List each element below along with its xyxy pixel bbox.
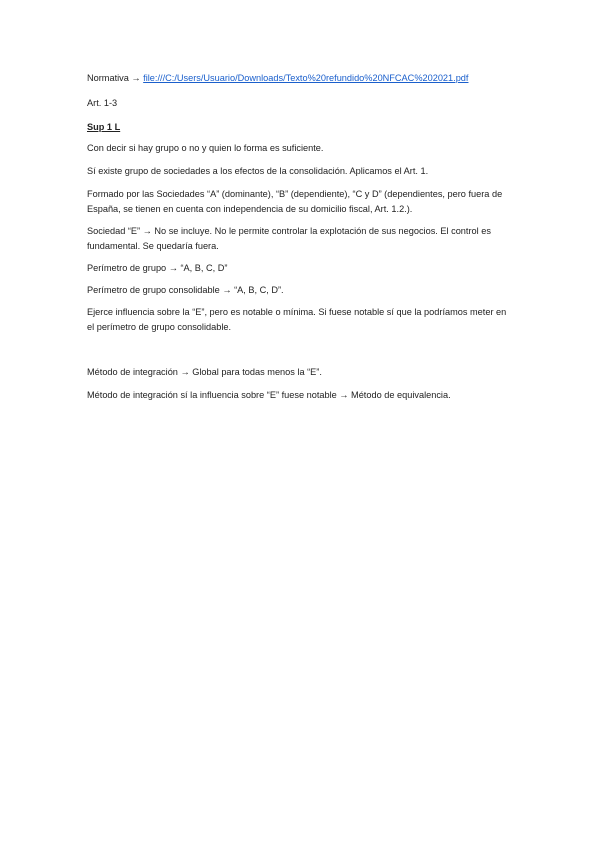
article-reference: Art. 1-3 [87,98,118,108]
paragraph: Con decir si hay grupo o no y quien lo forma es suficiente. [87,143,324,153]
paragraph: Sociedad “E” → No se incluye. No le permite controlar la explotación de sus negocios. El control es fundamental. Se quedaría fuera. [87,226,491,251]
normativa-file-link[interactable]: file:///C:/Users/Usuario/Downloads/Texto%20refundido%20NFCAC%202021.pdf [143,73,469,83]
paragraph: Perímetro de grupo consolidable → “A, B, C, D”. [87,285,284,295]
normativa-line [87,71,468,86]
paragraph: Método de integración → Global para todas menos la “E”. [87,367,322,377]
paragraph: Formado por las Sociedades “A” (dominante), “B” (dependiente), “C y D” (dependientes, pero fuera de España, se tienen en cuenta con independencia de su domicilio fiscal, Art. 1.2.). [87,189,503,214]
normativa-label: Normativa → [87,73,141,83]
paragraph: Método de integración sí la influencia sobre “E” fuese notable → Método de equivalencia. [87,390,451,400]
paragraph: Sí existe grupo de sociedades a los efectos de la consolidación. Aplicamos el Art. 1. [87,166,429,176]
paragraph: Perímetro de grupo → “A, B, C, D” [87,263,228,273]
paragraph: Ejerce influencia sobre la “E”, pero es notable o mínima. Si fuese notable sí que la podríamos meter en el perímetro de grupo consolidable. [87,307,507,332]
section-heading: Sup 1 L [87,122,121,132]
